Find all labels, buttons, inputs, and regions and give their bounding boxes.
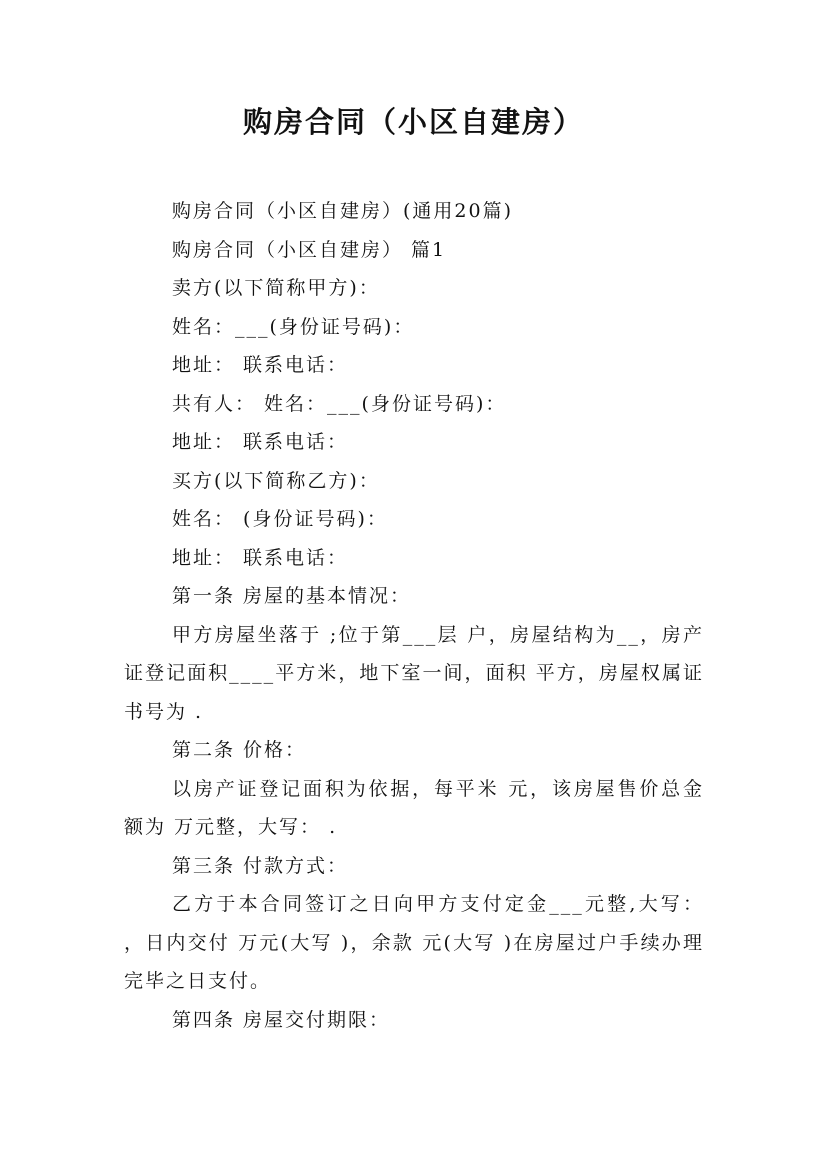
article-3-paragraph: 乙方于本合同签订之日向甲方支付定金___元整,大写： ，日内交付 万元(大写 )，余款 元(大写 )在房屋过户手续办理完毕之日支付。 (124, 893, 704, 992)
article-2-paragraph: 以房产证登记面积为依据，每平米 元，该房屋售价总金额为 万元整，大写： . (124, 777, 704, 838)
article-1-heading: 第一条 房屋的基本情况： (172, 585, 412, 607)
document-title: 购房合同（小区自建房） (242, 105, 584, 139)
co-owner-address-line: 地址： 联系电话： (172, 431, 349, 453)
seller-heading: 卖方(以下简称甲方)： (172, 277, 380, 299)
seller-name-line: 姓名：___(身份证号码)： (172, 315, 415, 338)
article-4-heading: 第四条 房屋交付期限： (172, 1008, 391, 1031)
section-heading: 购房合同（小区自建房） 篇1 (172, 238, 447, 261)
buyer-heading: 买方(以下简称乙方)： (172, 469, 380, 492)
buyer-name-line: 姓名： (身份证号码)： (172, 508, 388, 530)
seller-address-line: 地址： 联系电话： (172, 354, 349, 376)
co-owner-name-line: 共有人： 姓名：___(身份证号码)： (172, 392, 507, 415)
article-2-heading: 第二条 价格： (172, 739, 307, 761)
buyer-address-line: 地址： 联系电话： (172, 546, 349, 569)
document-body (124, 192, 704, 1039)
article-3-heading: 第三条 付款方式： (172, 854, 349, 877)
article-1-paragraph: 甲方房屋坐落于 ;位于第___层 户，房屋结构为__，房产证登记面积____平方米，地下室一间，面积 平方，房屋权属证书号为 . (124, 623, 704, 723)
subtitle-line: 购房合同（小区自建房）(通用20篇) (172, 200, 514, 222)
